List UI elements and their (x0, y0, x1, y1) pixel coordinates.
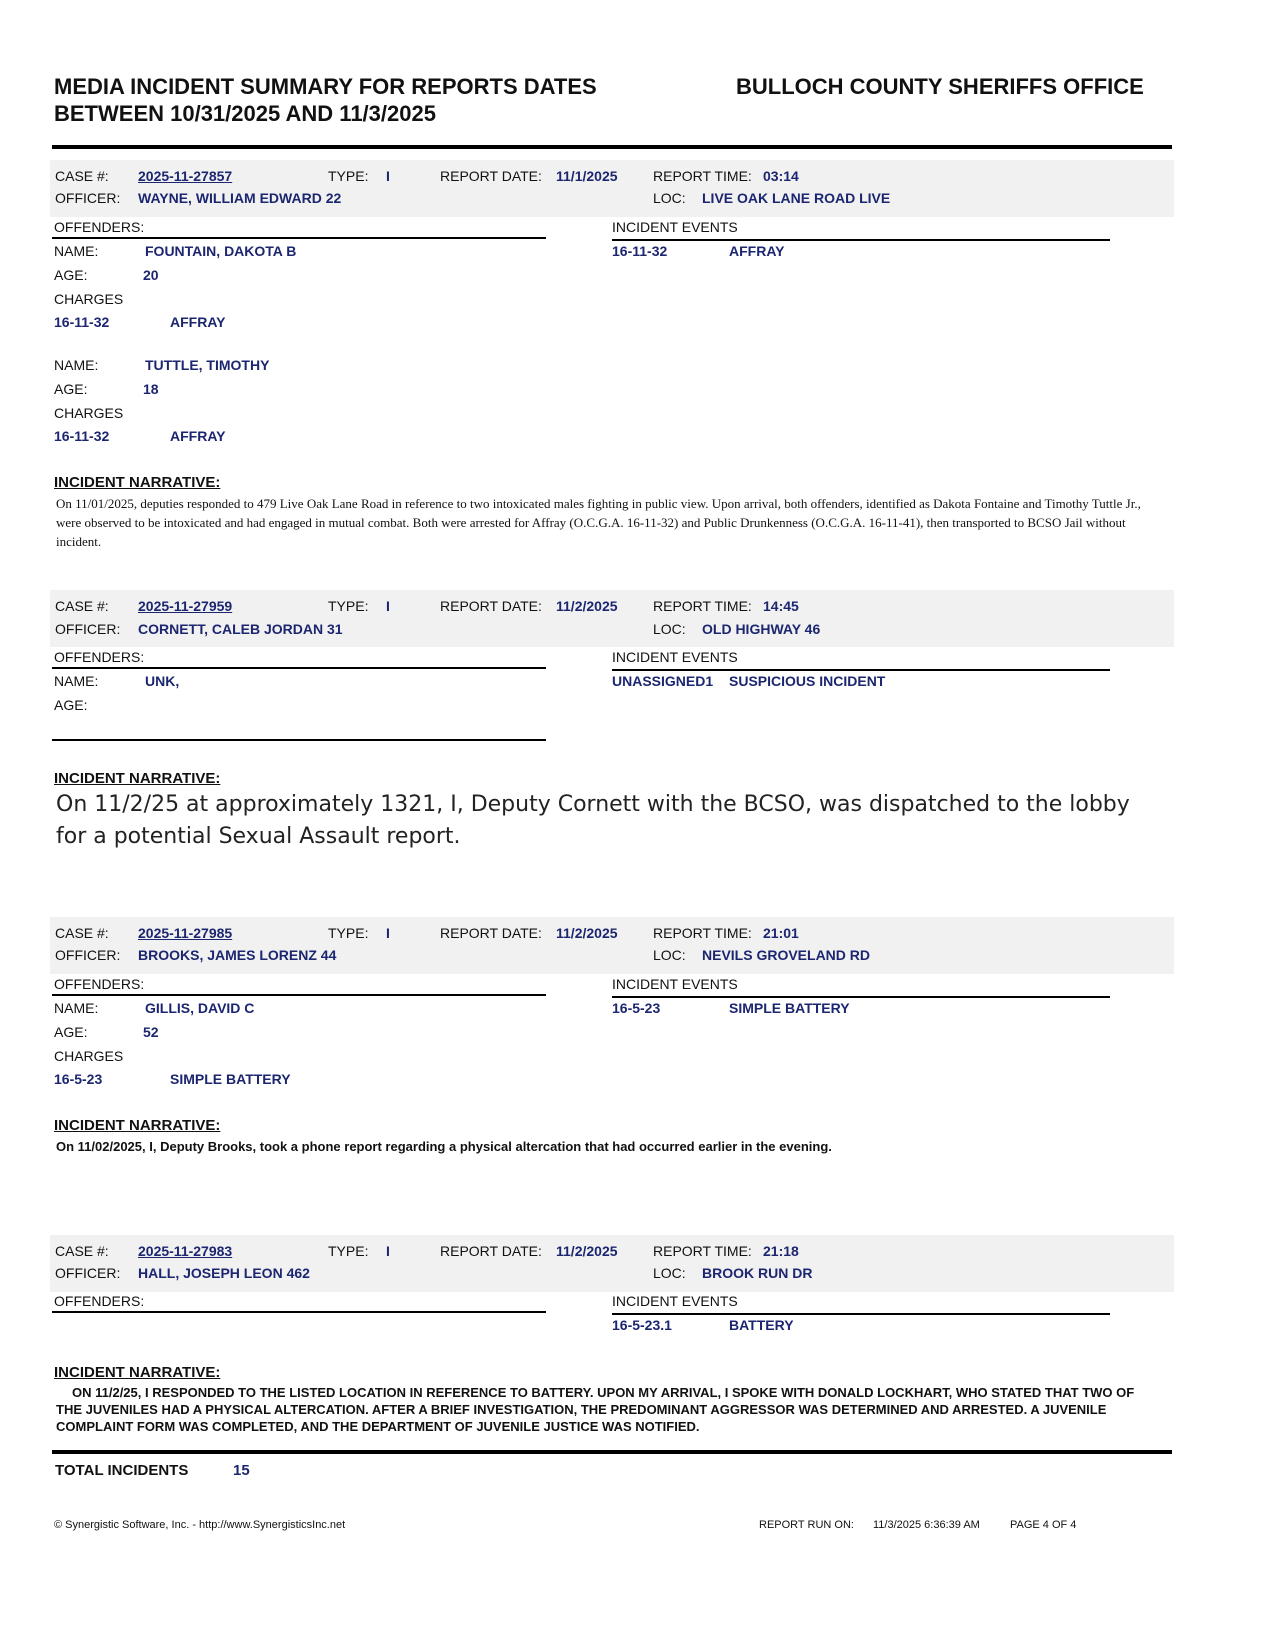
header-rule (52, 145, 1172, 149)
event-code: 16-11-32 (612, 243, 668, 259)
type-value: I (386, 598, 390, 614)
age-label: AGE: (54, 1024, 88, 1040)
narrative-title: INCIDENT NARRATIVE: (54, 1117, 221, 1134)
report-time-label: REPORT TIME: (653, 168, 752, 184)
officer-value: BROOKS, JAMES LORENZ 44 (138, 947, 337, 963)
report-date-label: REPORT DATE: (440, 598, 542, 614)
events-underline (612, 1313, 1110, 1315)
offenders-label: OFFENDERS: (54, 649, 145, 665)
report-time-value: 21:01 (763, 925, 799, 941)
type-value: I (386, 1243, 390, 1259)
report-date-value: 11/2/2025 (556, 598, 618, 614)
incident-events-label: INCIDENT EVENTS (612, 1293, 738, 1309)
age-label: AGE: (54, 697, 88, 713)
loc-value: OLD HIGHWAY 46 (702, 621, 821, 637)
loc-value: LIVE OAK LANE ROAD LIVE (702, 190, 891, 206)
report-time-value: 21:18 (763, 1243, 799, 1259)
officer-value: WAYNE, WILLIAM EDWARD 22 (138, 190, 342, 206)
type-label: TYPE: (328, 598, 369, 614)
footer-run-label: REPORT RUN ON: (759, 1519, 854, 1531)
total-incidents-label: TOTAL INCIDENTS (55, 1462, 189, 1479)
event-code: 16-5-23.1 (612, 1317, 672, 1333)
case-label: CASE #: (55, 925, 109, 941)
loc-label: LOC: (653, 947, 686, 963)
case-label: CASE #: (55, 598, 109, 614)
totals-rule (52, 1450, 1172, 1454)
type-label: TYPE: (328, 925, 369, 941)
loc-value: BROOK RUN DR (702, 1265, 813, 1281)
name-label: NAME: (54, 1000, 99, 1016)
offenders-underline (52, 994, 546, 996)
offenders-label: OFFENDERS: (54, 219, 145, 235)
footer-run-value: 11/3/2025 6:36:39 AM (873, 1519, 980, 1531)
narrative-text: On 11/2/25 at approximately 1321, I, Deputy Cornett with the BCSO, was dispatched to the lobby for a potential Sexual Assault report. (56, 792, 1130, 849)
case-number-link[interactable]: 2025-11-27983 (138, 1243, 233, 1259)
report-time-value: 03:14 (763, 168, 799, 184)
type-label: TYPE: (328, 168, 369, 184)
case-number-link[interactable]: 2025-11-27959 (138, 598, 233, 614)
event-code: 16-5-23 (612, 1000, 661, 1016)
charges-label: CHARGES (54, 405, 124, 421)
report-title-line1: MEDIA INCIDENT SUMMARY FOR REPORTS DATES (54, 74, 597, 99)
event-desc: SUSPICIOUS INCIDENT (729, 673, 886, 689)
report-title (54, 73, 597, 127)
report-time-label: REPORT TIME: (653, 598, 752, 614)
offenders-end-rule (52, 739, 546, 741)
narrative-text: ON 11/2/25, I RESPONDED TO THE LISTED LOCATION IN REFERENCE TO BATTERY. UPON MY ARRIVAL, I SPOKE WITH DONALD LOCKHART, WHO STATED THAT TWO OF THE JUVENILES HAD A PHYSICAL ALTERCATION. AFTER A BRIEF INVESTIGATION, THE PREDOMINANT AGGRESSOR WAS DETERMINED AND ARRESTED. A JUVENILE COMPLAINT FORM WAS COMPLETED, AND THE DEPARTMENT OF JUVENILE JUSTICE WAS NOTIFIED. (56, 1385, 1135, 1434)
incident-events-label: INCIDENT EVENTS (612, 976, 738, 992)
footer-page-number: PAGE 4 OF 4 (1010, 1519, 1077, 1531)
narrative-title: INCIDENT NARRATIVE: (54, 770, 221, 787)
loc-value: NEVILS GROVELAND RD (702, 947, 871, 963)
report-date-label: REPORT DATE: (440, 925, 542, 941)
offender-age: 18 (143, 381, 159, 397)
total-incidents-value: 15 (233, 1462, 250, 1479)
report-date-label: REPORT DATE: (440, 168, 542, 184)
officer-value: CORNETT, CALEB JORDAN 31 (138, 621, 343, 637)
offenders-label: OFFENDERS: (54, 976, 145, 992)
officer-label: OFFICER: (55, 190, 121, 206)
incident-events-label: INCIDENT EVENTS (612, 649, 738, 665)
charge-code: 16-11-32 (54, 314, 110, 330)
charge-code: 16-11-32 (54, 428, 110, 444)
age-label: AGE: (54, 381, 88, 397)
event-code: UNASSIGNED1 (612, 673, 714, 689)
charge-desc: AFFRAY (170, 428, 226, 444)
name-label: NAME: (54, 357, 99, 373)
officer-label: OFFICER: (55, 621, 121, 637)
report-date-value: 11/1/2025 (556, 168, 618, 184)
charges-label: CHARGES (54, 1048, 124, 1064)
report-title-line2: BETWEEN 10/31/2025 AND 11/3/2025 (54, 101, 436, 126)
officer-label: OFFICER: (55, 1265, 121, 1281)
officer-label: OFFICER: (55, 947, 121, 963)
name-label: NAME: (54, 243, 99, 259)
loc-label: LOC: (653, 190, 686, 206)
agency-name: BULLOCH COUNTY SHERIFFS OFFICE (736, 74, 1144, 99)
report-date-label: REPORT DATE: (440, 1243, 542, 1259)
report-date-value: 11/2/2025 (556, 925, 618, 941)
offender-name: UNK, (145, 673, 180, 689)
footer-copyright: © Synergistic Software, Inc. - http://www.SynergisticsInc.net (54, 1519, 346, 1531)
offender-name: TUTTLE, TIMOTHY (145, 357, 270, 373)
offenders-underline (52, 667, 546, 669)
offenders-underline (52, 237, 546, 239)
report-time-label: REPORT TIME: (653, 925, 752, 941)
events-underline (612, 996, 1110, 998)
charge-desc: SIMPLE BATTERY (170, 1071, 291, 1087)
report-date-value: 11/2/2025 (556, 1243, 618, 1259)
case-label: CASE #: (55, 1243, 109, 1259)
type-value: I (386, 925, 390, 941)
loc-label: LOC: (653, 621, 686, 637)
charges-label: CHARGES (54, 291, 124, 307)
charge-code: 16-5-23 (54, 1071, 103, 1087)
offender-name: GILLIS, DAVID C (145, 1000, 255, 1016)
name-label: NAME: (54, 673, 99, 689)
charge-desc: AFFRAY (170, 314, 226, 330)
narrative-text: On 11/02/2025, I, Deputy Brooks, took a phone report regarding a physical altercation that had occurred earlier in the evening. (56, 1139, 832, 1154)
report-time-label: REPORT TIME: (653, 1243, 752, 1259)
case-label: CASE #: (55, 168, 109, 184)
report-time-value: 14:45 (763, 598, 799, 614)
narrative-title: INCIDENT NARRATIVE: (54, 474, 221, 491)
narrative-title: INCIDENT NARRATIVE: (54, 1364, 221, 1381)
event-desc: SIMPLE BATTERY (729, 1000, 850, 1016)
event-desc: BATTERY (729, 1317, 794, 1333)
type-label: TYPE: (328, 1243, 369, 1259)
type-value: I (386, 168, 390, 184)
case-number-link[interactable]: 2025-11-27857 (138, 168, 233, 184)
offenders-label: OFFENDERS: (54, 1293, 145, 1309)
case-number-link[interactable]: 2025-11-27985 (138, 925, 233, 941)
incident-events-label: INCIDENT EVENTS (612, 219, 738, 235)
offenders-underline (52, 1311, 546, 1313)
offender-age: 52 (143, 1024, 159, 1040)
event-desc: AFFRAY (729, 243, 785, 259)
events-underline (612, 669, 1110, 671)
narrative-text: On 11/01/2025, deputies responded to 479 Live Oak Lane Road in reference to two intoxicated males fighting in public view. Upon arrival, both offenders, identified as Dakota Fontaine and Timothy Tuttle Jr., were observed to be intoxicated and had engaged in mutual combat. Both were arrested for Affray (O.C.G.A. 16-11-32) and Public Drunkenness (O.C.G.A. 16-11-41), then transported to BCSO Jail without incident. (56, 496, 1141, 549)
offender-name: FOUNTAIN, DAKOTA B (145, 243, 297, 259)
age-label: AGE: (54, 267, 88, 283)
events-underline (612, 239, 1110, 241)
officer-value: HALL, JOSEPH LEON 462 (138, 1265, 310, 1281)
offender-age: 20 (143, 267, 159, 283)
loc-label: LOC: (653, 1265, 686, 1281)
